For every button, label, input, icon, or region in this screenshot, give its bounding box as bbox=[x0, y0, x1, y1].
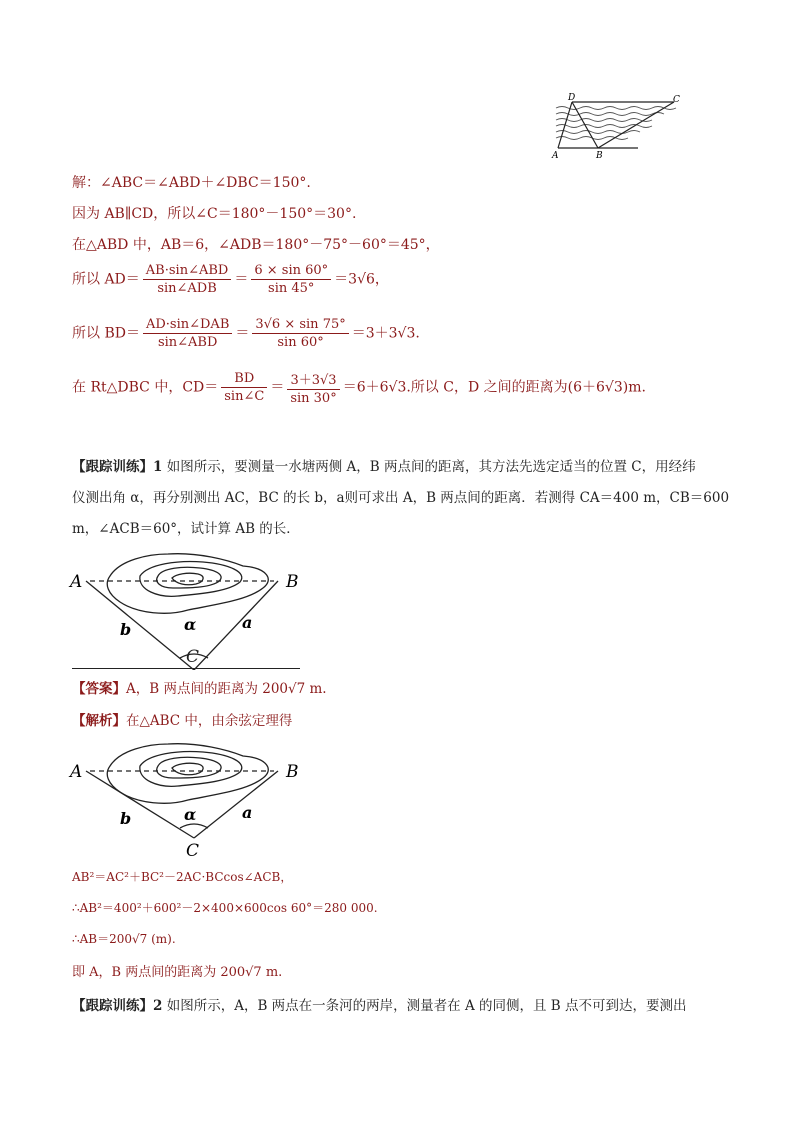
conclusion-line: 即 A，B 两点间的距离为 200√7 m. bbox=[72, 965, 283, 980]
pond1-label-B: B bbox=[286, 572, 299, 592]
label-B: B bbox=[596, 151, 603, 161]
river-figure bbox=[548, 90, 688, 162]
fraction-bd-1: $\frac{\text{AD·sin∠DAB}}{\text{sin∠ABD}}$ bbox=[143, 317, 232, 350]
answer-line: 【答案】A，B 两点间的距离为 200√7 m. bbox=[72, 681, 327, 697]
label-D: D bbox=[568, 93, 576, 103]
pond2-label-A: A bbox=[70, 762, 83, 782]
solution-line-2: 因为 AB∥CD，所以∠C＝180°－150°＝30°. bbox=[72, 206, 357, 222]
pond2-label-alpha: α bbox=[184, 805, 197, 824]
pond1-label-b: b bbox=[120, 620, 132, 639]
solution-line-3: 在△ABD 中，AB＝6，∠ADB＝180°－75°－60°＝45°， bbox=[72, 237, 440, 253]
solution-line-6: 在 Rt△DBC 中，CD＝ $\frac{BD}{\sin\angle C}$ ＝ $\frac{3+3√3}{\sin 30^\circ}$ ＝6＋6√3.所以 C，D 之间的距离为(6＋6√3)m. bbox=[72, 371, 646, 406]
pond1-label-a: a bbox=[242, 613, 253, 632]
solution-line-1: 解：∠ABC＝∠ABD＋∠DBC＝150°. bbox=[72, 175, 311, 191]
fraction-bd-2: $\frac{3√6 \times \sin 75^\circ}{\sin 60^\circ}$ bbox=[252, 317, 348, 350]
pond1-label-alpha: α bbox=[184, 615, 197, 634]
divider bbox=[72, 668, 300, 669]
label-A: A bbox=[552, 151, 559, 161]
pond2-label-C: C bbox=[186, 841, 200, 860]
pond1-label-C: C bbox=[186, 647, 200, 667]
calc-line-1: AB²＝AC²＋BC²－2AC·BCcos∠ACB， bbox=[72, 870, 293, 884]
exercise2-line-1: 【跟踪训练】2 如图所示，A，B 两点在一条河的两岸，测量者在 A 的同侧，且 B 点不可到达，要测出 bbox=[72, 998, 687, 1014]
fraction-cd-2: $\frac{3+3√3}{\sin 30^\circ}$ bbox=[287, 369, 339, 406]
calc-line-3: ∴AB＝200√7 (m). bbox=[72, 932, 176, 946]
exercise1-line-2: 仪测出角 α，再分别测出 AC，BC 的长 b，a则可求出 A，B 两点间的距离．若测得 CA＝400 m，CB＝600 bbox=[72, 490, 730, 506]
pond2-label-B: B bbox=[286, 762, 299, 782]
fraction-cd-1: $\frac{BD}{\sin\angle C}$ bbox=[221, 371, 267, 404]
fraction-ad-1: $\frac{\text{AB·sin∠ABD}}{\text{sin∠ADB}}$ bbox=[143, 263, 232, 296]
pond2-label-b: b bbox=[120, 809, 132, 828]
solution-line-5: 所以 BD＝ $\frac{\text{AD·sin∠DAB}}{\text{sin∠ABD}}$ ＝ $\frac{3√6 \times \sin 75^\circ}{\sin 60^\circ}$ ＝3＋3√3. bbox=[72, 317, 420, 350]
analysis-line: 【解析】在△ABC 中，由余弦定理得 bbox=[72, 713, 293, 729]
pond1-label-A: A bbox=[70, 572, 83, 592]
exercise1-line-3: m，∠ACB＝60°，试计算 AB 的长． bbox=[72, 521, 300, 537]
label-C: C bbox=[673, 95, 680, 105]
pond-figure-2 bbox=[68, 738, 304, 860]
exercise1-line-1: 【跟踪训练】1 如图所示，要测量一水塘两侧 A，B 两点间的距离，其方法先选定适当的位置 C，用经纬 bbox=[72, 459, 696, 475]
solution-line-4: 所以 AD＝ $\frac{\text{AB·sin∠ABD}}{\text{sin∠ADB}}$ ＝ $\frac{6 \times \sin 60^\circ}{\sin 45^\circ}$ ＝3√6， bbox=[72, 263, 389, 296]
calc-line-2: ∴AB²＝400²＋600²－2×400×600cos 60°＝280 000. bbox=[72, 901, 378, 915]
pond2-label-a: a bbox=[242, 803, 253, 822]
fraction-ad-2: $\frac{6 \times \sin 60^\circ}{\sin 45^\circ}$ bbox=[251, 263, 331, 296]
